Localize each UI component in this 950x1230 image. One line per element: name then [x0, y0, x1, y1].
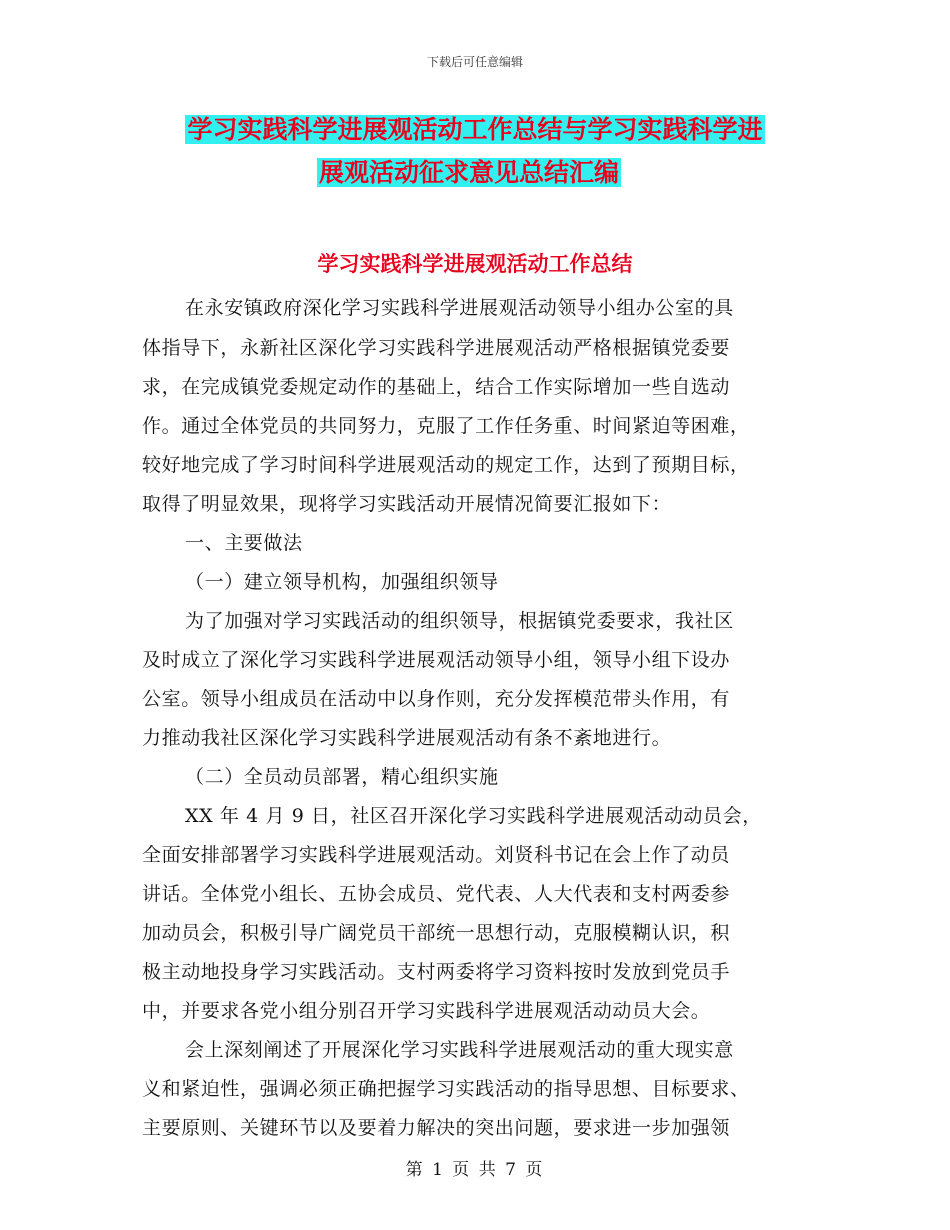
body-line: 加动员会，积极引导广阔党员干部统一思想行动，克服模糊认识，积	[142, 922, 731, 944]
body-line: 中，并要求各党小组分别召开学习实践科学进展观活动动员大会。	[142, 1000, 711, 1022]
body-line: 义和紧迫性，强调必须正确把握学习实践活动的指导思想、目标要求、	[142, 1078, 750, 1100]
title-line-1-text: 学习实践科学进展观活动工作总结与学习实践科学进	[187, 115, 763, 144]
header-note: 下载后可任意编辑	[426, 55, 523, 69]
body-line: 体指导下，永新社区深化学习实践科学进展观活动严格根据镇党委要	[142, 337, 731, 359]
body-line: 为了加强对学习实践活动的组织领导，根据镇党委要求，我社区	[185, 610, 734, 632]
body-line: 取得了明显效果，现将学习实践活动开展情况简要汇报如下：	[142, 493, 672, 515]
body-line: 主要原则、关键环节以及要着力解决的突出问题，要求进一步加强领	[142, 1117, 731, 1139]
document-title-line-2	[0, 155, 950, 191]
title-line-2-text: 展观活动征求意见总结汇编	[319, 158, 620, 187]
section-heading: 学习实践科学进展观活动工作总结	[317, 251, 633, 276]
body-line: 及时成立了深化学习实践科学进展观活动领导小组，领导小组下设办	[142, 649, 731, 671]
body-line: 讲话。全体党小组长、五协会成员、党代表、人大代表和支村两委参	[142, 883, 731, 905]
body-line: 公室。领导小组成员在活动中以身作则，充分发挥模范带头作用，有	[142, 688, 731, 710]
body-line: 在永安镇政府深化学习实践科学进展观活动领导小组办公室的具	[185, 297, 734, 319]
page-footer: 第 1 页 共 7 页	[405, 1160, 545, 1180]
body-line: XX 年 4 月 9 日，社区召开深化学习实践科学进展观活动动员会，	[185, 805, 762, 827]
body-line: 较好地完成了学习时间科学进展观活动的规定工作，达到了预期目标，	[142, 454, 750, 476]
body-line: （二）全员动员部署，精心组织实施	[185, 766, 499, 788]
body-line: 作。通过全体党员的共同努力，克服了工作任务重、时间紧迫等困难，	[142, 415, 750, 437]
body-line: 一、主要做法	[185, 532, 303, 554]
body-line: 力推动我社区深化学习实践科学进展观活动有条不紊地进行。	[142, 727, 672, 749]
body-line: （一）建立领导机构，加强组织领导	[185, 571, 499, 593]
body-line: 全面安排部署学习实践科学进展观活动。刘贤科书记在会上作了动员	[142, 844, 731, 866]
body-line: 会上深刻阐述了开展深化学习实践科学进展观活动的重大现实意	[185, 1039, 734, 1061]
body-line: 极主动地投身学习实践活动。支村两委将学习资料按时发放到党员手	[142, 961, 731, 983]
body-line: 求，在完成镇党委规定动作的基础上，结合工作实际增加一些自选动	[142, 376, 731, 398]
document-title-line-1	[0, 112, 950, 148]
